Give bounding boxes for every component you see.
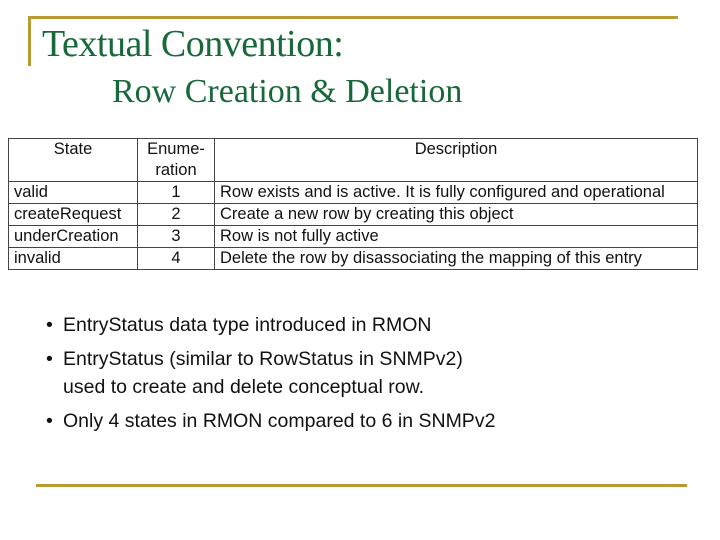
header-description <box>215 139 698 182</box>
bullet-text: EntryStatus (similar to RowStatus in SNMPv2) <box>63 348 463 370</box>
cell-enum: 1 <box>138 182 215 204</box>
table-header-row <box>9 139 698 182</box>
bullet-icon: • <box>46 410 53 432</box>
bullet-continuation <box>46 374 495 408</box>
header-enum-line2: ration <box>155 161 197 179</box>
bullet-icon: • <box>46 314 53 336</box>
bullet-text: Only 4 states in RMON compared to 6 in SNMPv2 <box>63 410 496 432</box>
header-state-label: State <box>53 140 93 158</box>
bullet-item <box>46 408 495 442</box>
top-accent-rule <box>28 16 678 19</box>
cell-enum: 2 <box>138 204 215 226</box>
bullet-item <box>46 346 495 374</box>
cell-state: invalid <box>9 248 138 270</box>
cell-state: underCreation <box>9 226 138 248</box>
header-description-label: Description <box>414 140 498 158</box>
cell-enum: 3 <box>138 226 215 248</box>
header-enum-line1: Enume- <box>147 140 205 158</box>
table-row <box>9 226 698 248</box>
header-enumeration <box>138 139 215 182</box>
cell-description: Create a new row by creating this object <box>215 204 698 226</box>
left-accent-rule <box>28 16 31 66</box>
states-table <box>8 138 698 270</box>
table-row <box>9 248 698 270</box>
bullet-item <box>46 312 495 346</box>
slide-title: Textual Convention: <box>42 23 344 65</box>
bullet-list <box>46 312 495 442</box>
bottom-accent-rule <box>36 484 687 487</box>
bullet-text: used to create and delete conceptual row. <box>63 376 424 398</box>
cell-state: valid <box>9 182 138 204</box>
cell-description: Row is not fully active <box>215 226 698 248</box>
slide-subtitle: Row Creation & Deletion <box>112 73 463 110</box>
bullet-text: EntryStatus data type introduced in RMON <box>63 314 432 336</box>
table-row <box>9 204 698 226</box>
cell-state: createRequest <box>9 204 138 226</box>
bullet-icon: • <box>46 348 53 370</box>
table-row <box>9 182 698 204</box>
cell-description: Delete the row by disassociating the mapping of this entry <box>215 248 698 270</box>
cell-enum: 4 <box>138 248 215 270</box>
header-state <box>9 139 138 182</box>
cell-description: Row exists and is active. It is fully configured and operational <box>215 182 698 204</box>
